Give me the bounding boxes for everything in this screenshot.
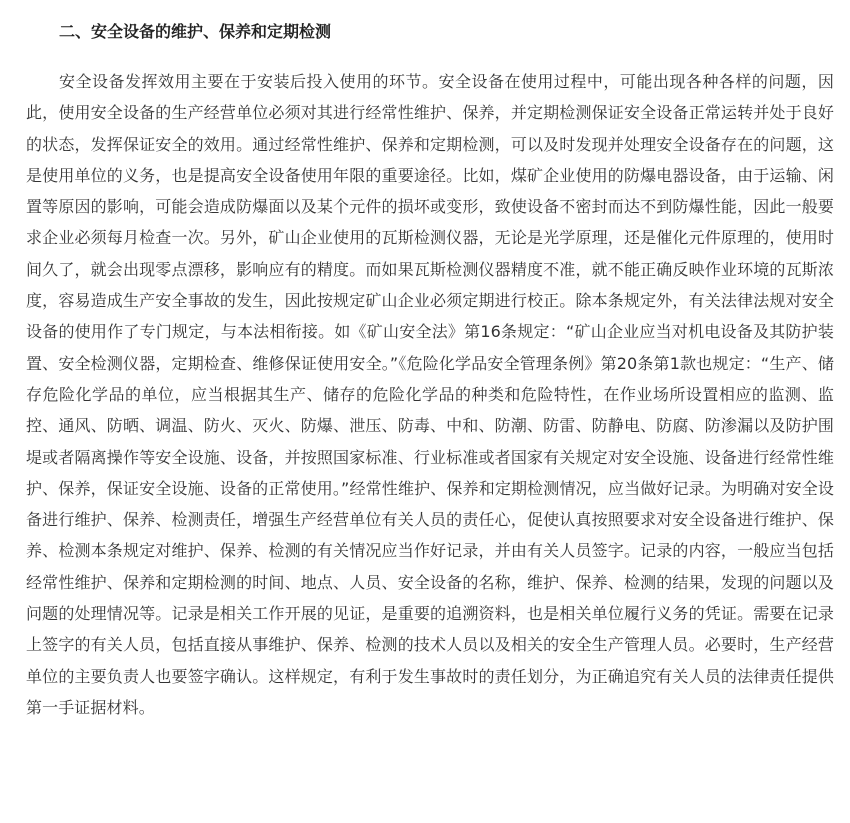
body-paragraph: 安全设备发挥效用主要在于安装后投入使用的环节。安全设备在使用过程中，可能出现各种各样的问题，因此，使用安全设备的生产经营单位必须对其进行经常性维护、保养，并定期检测保证安全设备正常运转并处于良好的状态，发挥保证安全的效用。通过经常性维护、保养和定期检测，可以及时发现并处理安全设备存在的问题，这是使用单位的义务，也是提高安全设备使用年限的重要途径。比如，煤矿企业使用的防爆电器设备，由于运输、闲置等原因的影响，可能会造成防爆面以及某个元件的损坏或变形，致使设备不密封而达不到防爆性能，因此一般要求企业必须每月检查一次。另外，矿山企业使用的瓦斯检测仪器，无论是光学原理，还是催化元件原理的，使用时间久了，就会出现零点漂移，影响应有的精度。而如果瓦斯检测仪器精度不准，就不能正确反映作业环境的瓦斯浓度，容易造成生产安全事故的发生，因此按规定矿山企业必须定期进行校正。除本条规定外，有关法律法规对安全设备的使用作了专门规定，与本法相衔接。如《矿山安全法》第16条规定：“矿山企业应当对机电设备及其防护装置、安全检测仪器，定期检查、维修保证使用安全。”《危险化学品安全管理条例》第20条第1款也规定：“生产、储存危险化学品的单位，应当根据其生产、储存的危险化学品的种类和危险特性，在作业场所设置相应的监测、监控、通风、防晒、调温、防火、灭火、防爆、泄压、防毒、中和、防潮、防雷、防静电、防腐、防渗漏以及防护围堤或者隔离操作等安全设施、设备，并按照国家标准、行业标准或者国家有关规定对安全设施、设备进行经常性维护、保养，保证安全设施、设备的正常使用。”经常性维护、保养和定期检测情况，应当做好记录。为明确对安全设备进行维护、保养、检测责任，增强生产经营单位有关人员的责任心，促使认真按照要求对安全设备进行维护、保养、检测本条规定对维护、保养、检测的有关情况应当作好记录，并由有关人员签字。记录的内容，一般应当包括经常性维护、保养和定期检测的时间、地点、人员、安全设备的名称，维护、保养、检测的结果，发现的问题以及问题的处理情况等。记录是相关工作开展的见证，是重要的追溯资料，也是相关单位履行义务的凭证。需要在记录上签字的有关人员，包括直接从事维护、保养、检测的技术人员以及相关的安全生产管理人员。必要时，生产经营单位的主要负责人也要签字确认。这样规定，有利于发生事故时的责任划分，为正确追究有关人员的法律责任提供第一手证据材料。	[26, 72, 834, 717]
section-heading: 二、安全设备的维护、保养和定期检测	[59, 22, 332, 41]
